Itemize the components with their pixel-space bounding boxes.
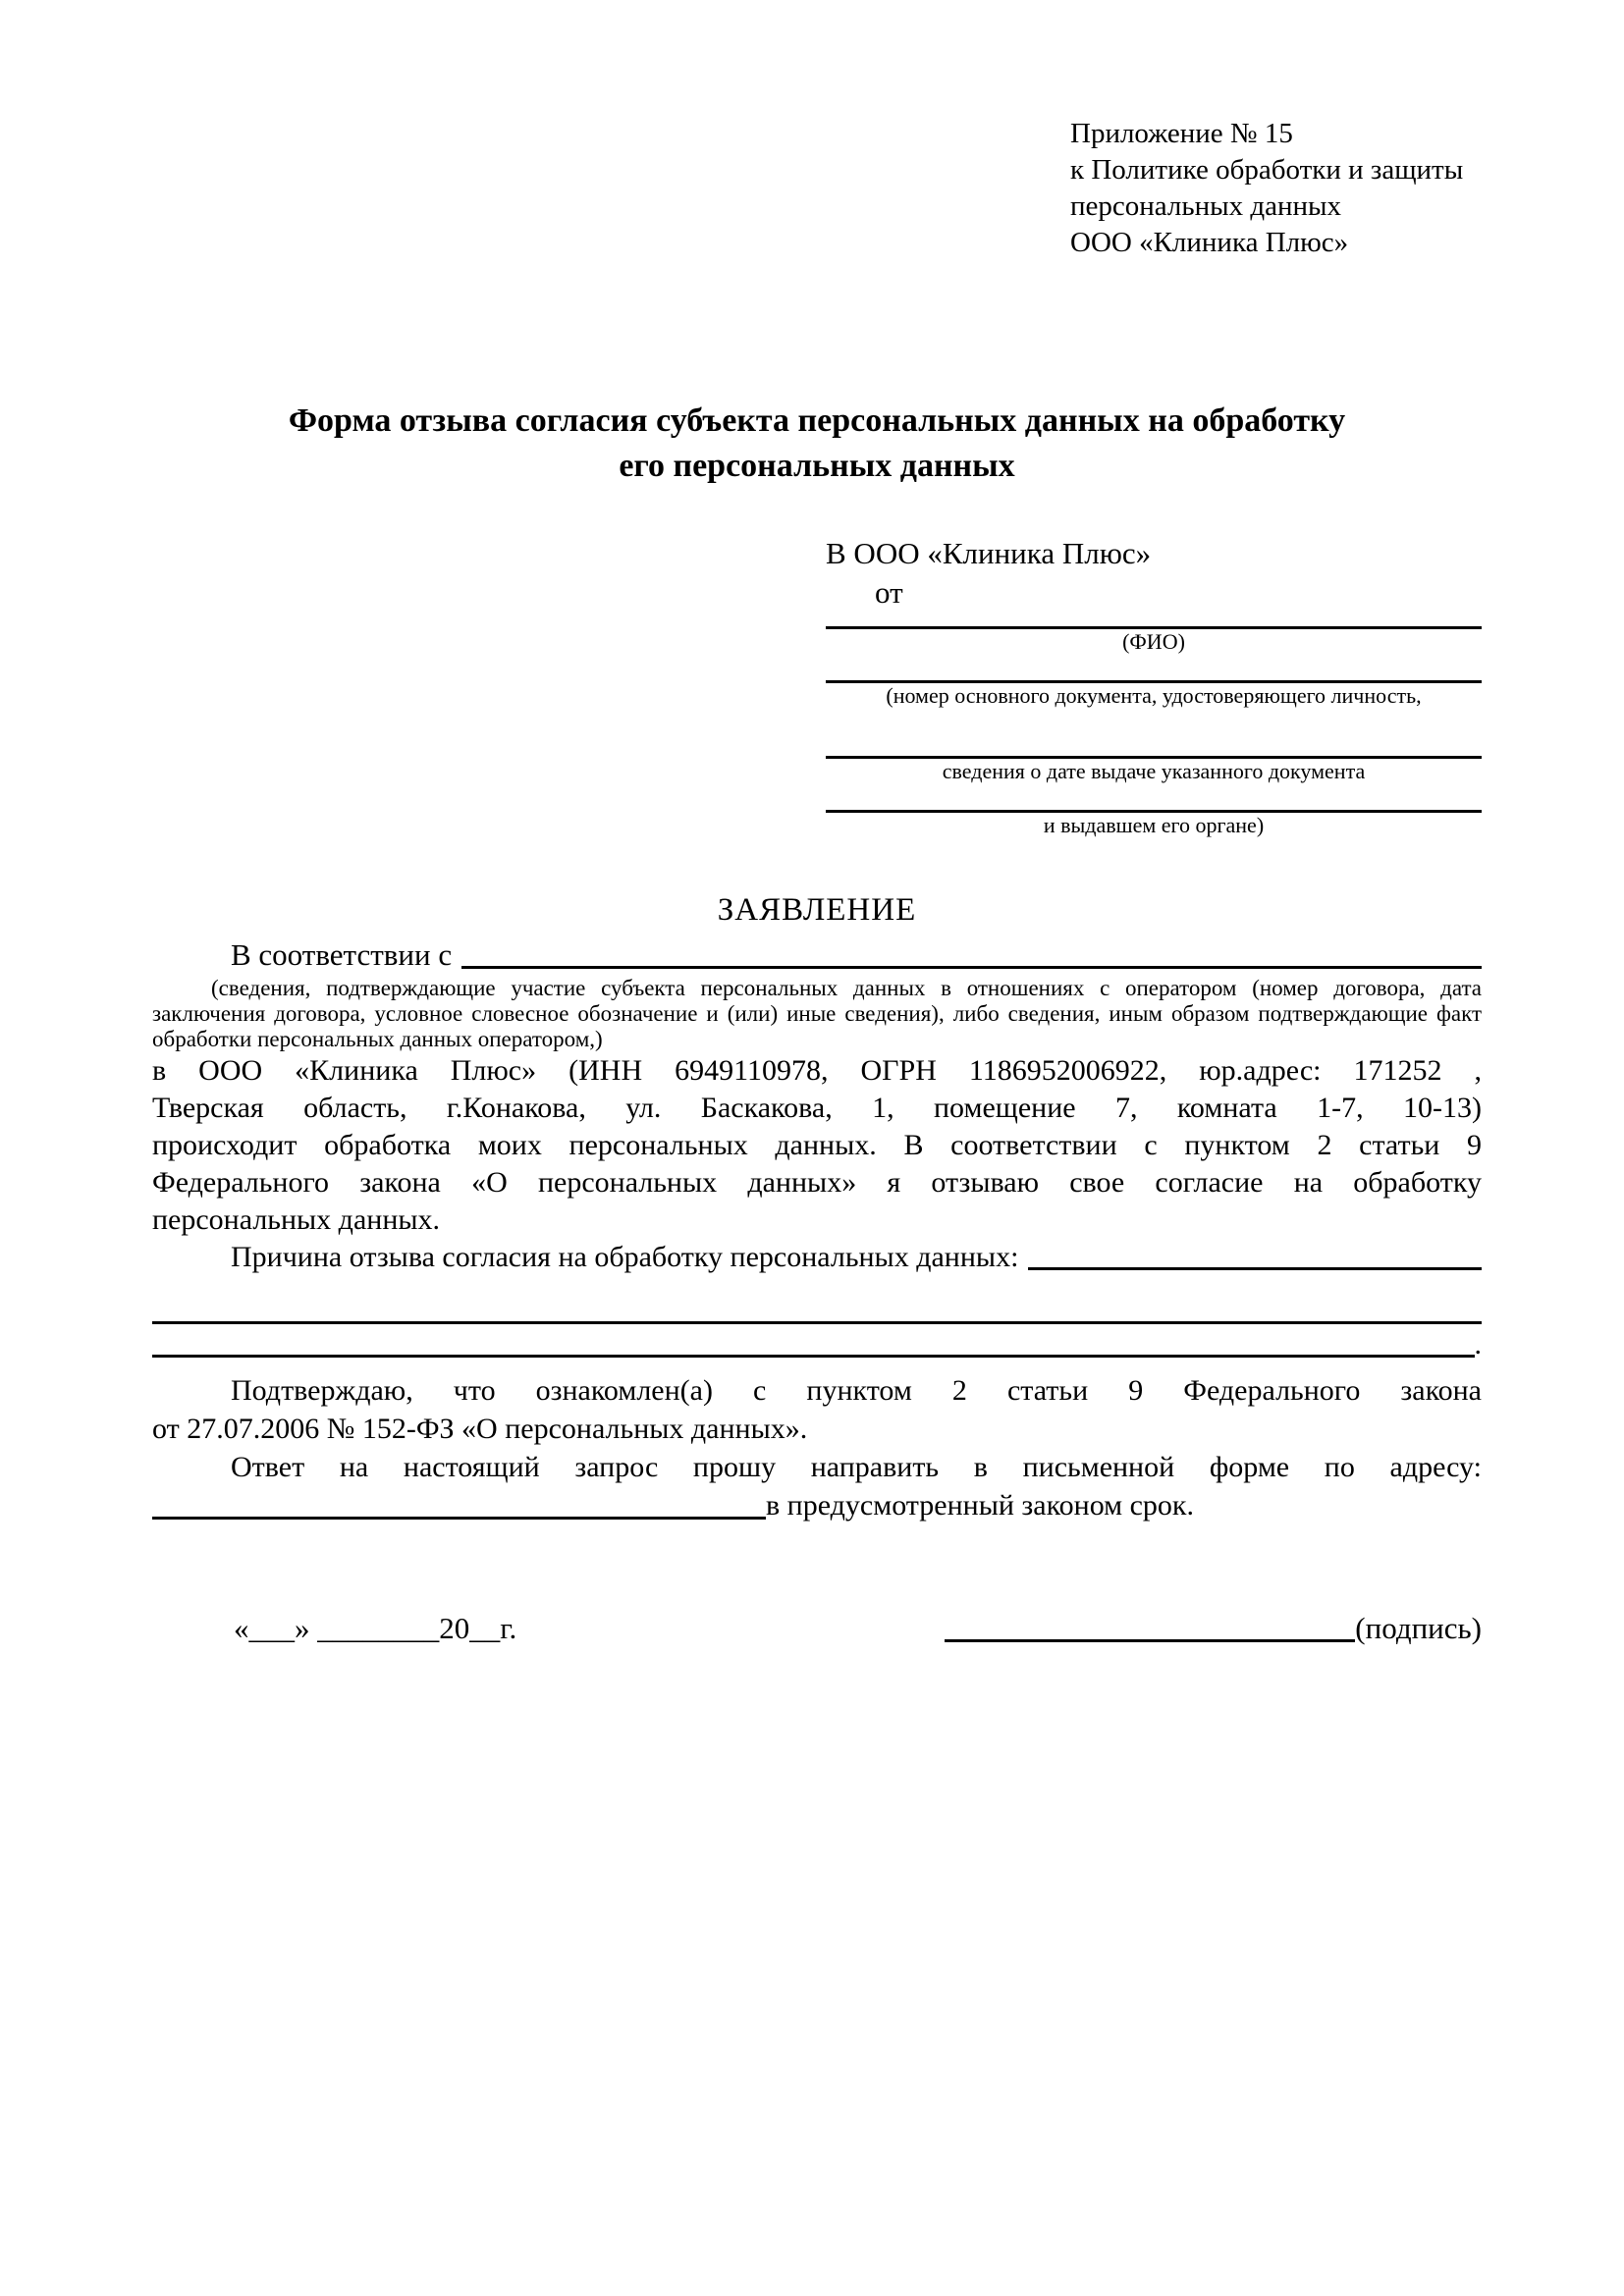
statement-body-line: в ООО «Клиника Плюс» (ИНН 6949110978, ОГРН 1186952006922, юр.адрес: 171252 , [152,1054,1482,1087]
signature-blank-line[interactable] [945,1639,1355,1642]
fio-blank-line[interactable] [826,613,1482,629]
withdrawal-reason-blank-line-3 [152,1326,1482,1363]
statement-body-line: Тверская область, г.Конакова, ул. Баскакова, 1, помещение 7, комната 1-7, 10-13) [152,1092,1482,1124]
issue-date-field-label: сведения о дате выдаче указанного документа [942,759,1366,783]
recipient-block [826,534,1482,838]
reply-deadline-text: в предусмотренный законом срок. [766,1489,1194,1522]
statement-heading: ЗАЯВЛЕНИЕ [717,892,917,928]
withdrawal-reason-blank-line[interactable] [1028,1267,1482,1270]
withdrawal-reason-label: Причина отзыва согласия на обработку персональных данных: [231,1241,1019,1273]
fio-field-label: (ФИО) [1122,629,1185,654]
basis-footnote-line: заключения договора, условное словесное обозначение и (или) иные сведения), либо сведения, иным образом подтверждающие факт [152,1001,1482,1026]
withdrawal-reason-line [152,1239,1482,1276]
appendix-header-line: персональных данных [1070,190,1342,222]
basis-blank-line[interactable] [461,966,1482,969]
document-number-field-label: (номер основного документа, удостоверяющего личность, [886,683,1422,708]
appendix-header-line: к Политике обработки и защиты [1070,154,1464,186]
statement-body [152,1052,1482,1239]
signature-area [945,1609,1482,1648]
from-label: от [875,575,903,610]
signature-label: (подпись) [1355,1611,1482,1645]
appendix-header [1070,116,1482,261]
statement-body-line: Федерального закона «О персональных данных» я отзываю свое согласие на обработку [152,1166,1482,1199]
basis-footnote-line: (сведения, подтверждающие участие субъекта персональных данных в отношениях с оператором (номер договора, дата [211,976,1482,1000]
recipient-organization: В ООО «Клиника Плюс» [826,536,1152,570]
appendix-header-line: ООО «Клиника Плюс» [1070,227,1349,258]
document-number-blank-line[interactable] [826,655,1482,683]
issuing-authority-field-label: и выдавшем его органе) [1043,813,1265,837]
issuing-authority-blank-line[interactable] [826,784,1482,813]
basis-footnote [152,976,1482,1052]
reply-address-blank-line[interactable] [152,1517,766,1520]
signature-row [152,1609,1482,1648]
document-title-line: Форма отзыва согласия субъекта персональных данных на обработку [288,402,1346,439]
withdrawal-reason-blank-line-3-rule[interactable] [152,1355,1475,1358]
statement-body-line: персональных данных. [152,1203,441,1236]
document-title-line: его персональных данных [619,448,1015,484]
confirmation-line: Подтверждаю, что ознакомлен(а) с пунктом 2 статьи 9 Федерального закона [231,1374,1482,1407]
issue-date-blank-line[interactable] [826,709,1482,759]
reply-request-line: Ответ на настоящий запрос прошу направить в письменной форме по адресу: [231,1451,1482,1483]
sentence-period: . [1474,1328,1482,1361]
document-title [152,399,1482,489]
statement-body-line: происходит обработка моих персональных данных. В соответствии с пунктом 2 статьи 9 [152,1129,1482,1161]
basis-line [152,934,1482,976]
reply-address-line [152,1486,1482,1524]
confirmation-paragraph [152,1371,1482,1486]
basis-footnote-line: обработки персональных данных оператором,) [152,1027,603,1051]
basis-prefix-text: В соответствии с [231,937,453,972]
confirmation-line: от 27.07.2006 № 152-ФЗ «О персональных данных». [152,1413,808,1445]
appendix-header-line: Приложение № 15 [1070,118,1293,149]
withdrawal-reason-blank-line-2[interactable] [152,1321,1482,1324]
date-blank[interactable]: «___» ________20__г. [234,1611,517,1645]
